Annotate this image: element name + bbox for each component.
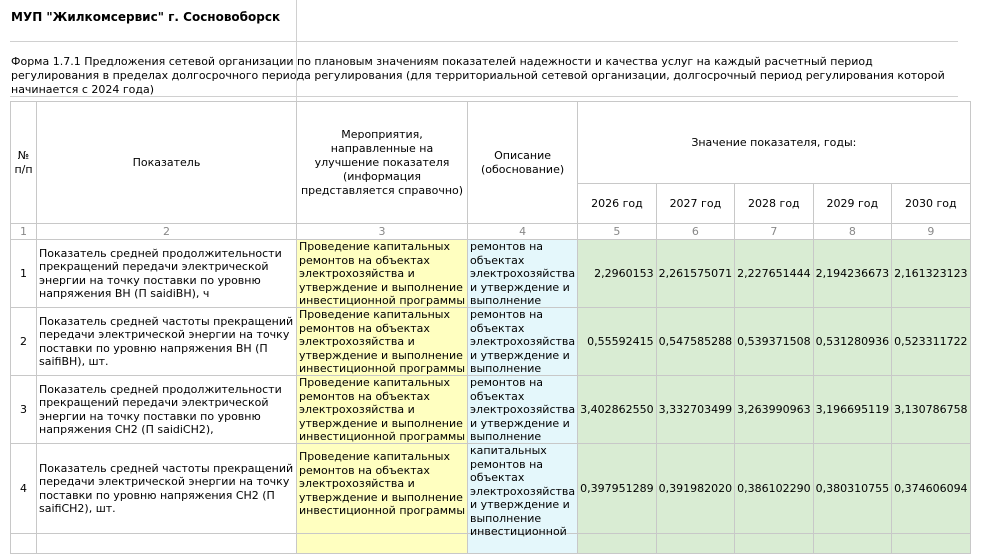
- measures-cell[interactable]: [297, 534, 468, 554]
- description-text: ремонтов на объектах электрохозяйства и утверждение и выполнение: [470, 376, 576, 443]
- column-number: 5: [578, 224, 656, 240]
- measures-text: Проведение капитальных ремонтов на объектах электрохозяйства и утверждение и выполнение инвестиционной программы: [299, 240, 466, 307]
- value-cell[interactable]: 0,523311722: [892, 308, 970, 376]
- sheet-line: [10, 41, 958, 42]
- value-cell[interactable]: [656, 534, 734, 554]
- indicators-table: [10, 101, 971, 554]
- value-cell[interactable]: 0,386102290: [735, 444, 813, 534]
- description-cell[interactable]: [468, 308, 578, 376]
- table-row: [11, 240, 971, 308]
- table-row: [11, 444, 971, 534]
- header-indicator: Показатель: [37, 102, 297, 224]
- value-cell[interactable]: 0,380310755: [813, 444, 891, 534]
- header-year: 2030 год: [892, 184, 970, 224]
- value-cell[interactable]: 2,227651444: [735, 240, 813, 308]
- column-number: 3: [297, 224, 468, 240]
- description-cell[interactable]: [468, 444, 578, 538]
- indicator-cell[interactable]: Показатель средней частоты прекращений передачи электрической энергии на точку поставки по уровню напряжения СН2 (П saifiСН2), шт.: [37, 444, 297, 534]
- measures-cell[interactable]: [297, 376, 468, 444]
- column-number: 4: [468, 224, 578, 240]
- value-cell[interactable]: 0,391982020: [656, 444, 734, 534]
- measures-text: Проведение капитальных ремонтов на объектах электрохозяйства и утверждение и выполнение инвестиционной программы: [299, 308, 466, 375]
- description-cell[interactable]: [468, 376, 578, 444]
- value-cell[interactable]: 3,263990963: [735, 376, 813, 444]
- value-cell[interactable]: 3,402862550: [578, 376, 656, 444]
- row-number: 3: [11, 376, 37, 444]
- value-cell[interactable]: 2,2960153: [578, 240, 656, 308]
- header-year: 2029 год: [813, 184, 891, 224]
- header-year: 2028 год: [735, 184, 813, 224]
- value-cell[interactable]: 2,261575071: [656, 240, 734, 308]
- empty-cell: [11, 534, 37, 554]
- description-text: ремонтов на объектах электрохозяйства и утверждение и выполнение: [470, 240, 576, 307]
- description-cell[interactable]: [468, 240, 578, 308]
- header-no: № п/п: [11, 102, 37, 224]
- measures-text: Проведение капитальных ремонтов на объектах электрохозяйства и утверждение и выполнение инвестиционной программы: [299, 376, 466, 443]
- column-number: 2: [37, 224, 297, 240]
- value-cell[interactable]: 0,531280936: [813, 308, 891, 376]
- row-number: 4: [11, 444, 37, 534]
- empty-cell: [37, 534, 297, 554]
- measures-cell[interactable]: [297, 308, 468, 376]
- value-cell[interactable]: 2,161323123: [892, 240, 970, 308]
- value-cell[interactable]: 0,547585288: [656, 308, 734, 376]
- value-cell[interactable]: [813, 534, 891, 554]
- column-number: 7: [735, 224, 813, 240]
- description-text: ремонтов на объектах электрохозяйства и утверждение и выполнение: [470, 308, 576, 375]
- measures-text: Проведение капитальных ремонтов на объектах электрохозяйства и утверждение и выполнение инвестиционной программы: [299, 450, 466, 517]
- org-title: МУП "Жилкомсервис" г. Сосновоборск: [11, 10, 281, 24]
- column-number: 9: [892, 224, 970, 240]
- header-values: Значение показателя, годы:: [578, 102, 970, 184]
- table-row: [11, 308, 971, 376]
- indicator-cell[interactable]: Показатель средней частоты прекращений передачи электрической энергии на точку поставки по уровню напряжения ВН (П saifiВН), шт.: [37, 308, 297, 376]
- value-cell[interactable]: 3,332703499: [656, 376, 734, 444]
- indicator-cell[interactable]: Показатель средней продолжительности прекращений передачи электрической энергии на точку поставки по уровню напряжения СН2 (П saidiСН2),: [37, 376, 297, 444]
- form-description: Форма 1.7.1 Предложения сетевой организации по плановым значениям показателей надежности и качества услуг на каждый расчетный период регулирования в пределах долгосрочного периода регулирования (для территориальной сетевой организации, долгосрочный период регулирования которой начинается с 2024 года): [11, 55, 945, 96]
- value-cell[interactable]: 0,374606094: [892, 444, 970, 534]
- value-cell[interactable]: 3,196695119: [813, 376, 891, 444]
- row-number: 2: [11, 308, 37, 376]
- row-number: 1: [11, 240, 37, 308]
- value-cell[interactable]: 0,539371508: [735, 308, 813, 376]
- header-description: Описание (обоснование): [468, 102, 578, 224]
- header-year: 2027 год: [656, 184, 734, 224]
- measures-cell[interactable]: [297, 240, 468, 308]
- value-cell[interactable]: 3,130786758: [892, 376, 970, 444]
- header-year: 2026 год: [578, 184, 656, 224]
- indicator-cell[interactable]: Показатель средней продолжительности прекращений передачи электрической энергии на точку поставки по уровню напряжения ВН (П saidiВН), ч: [37, 240, 297, 308]
- value-cell[interactable]: 0,55592415: [578, 308, 656, 376]
- value-cell[interactable]: [892, 534, 970, 554]
- column-number: 8: [813, 224, 891, 240]
- measures-cell[interactable]: [297, 444, 468, 534]
- value-cell[interactable]: [735, 534, 813, 554]
- value-cell[interactable]: [578, 534, 656, 554]
- column-number: 1: [11, 224, 37, 240]
- value-cell[interactable]: 0,397951289: [578, 444, 656, 534]
- column-number: 6: [656, 224, 734, 240]
- header-measures: Мероприятия, направленные на улучшение показателя (информация представляется справочно): [297, 102, 468, 224]
- table-row: [11, 376, 971, 444]
- value-cell[interactable]: 2,194236673: [813, 240, 891, 308]
- description-text: капитальных ремонтов на объектах электрохозяйства и утверждение и выполнение инвестиционной: [470, 444, 576, 538]
